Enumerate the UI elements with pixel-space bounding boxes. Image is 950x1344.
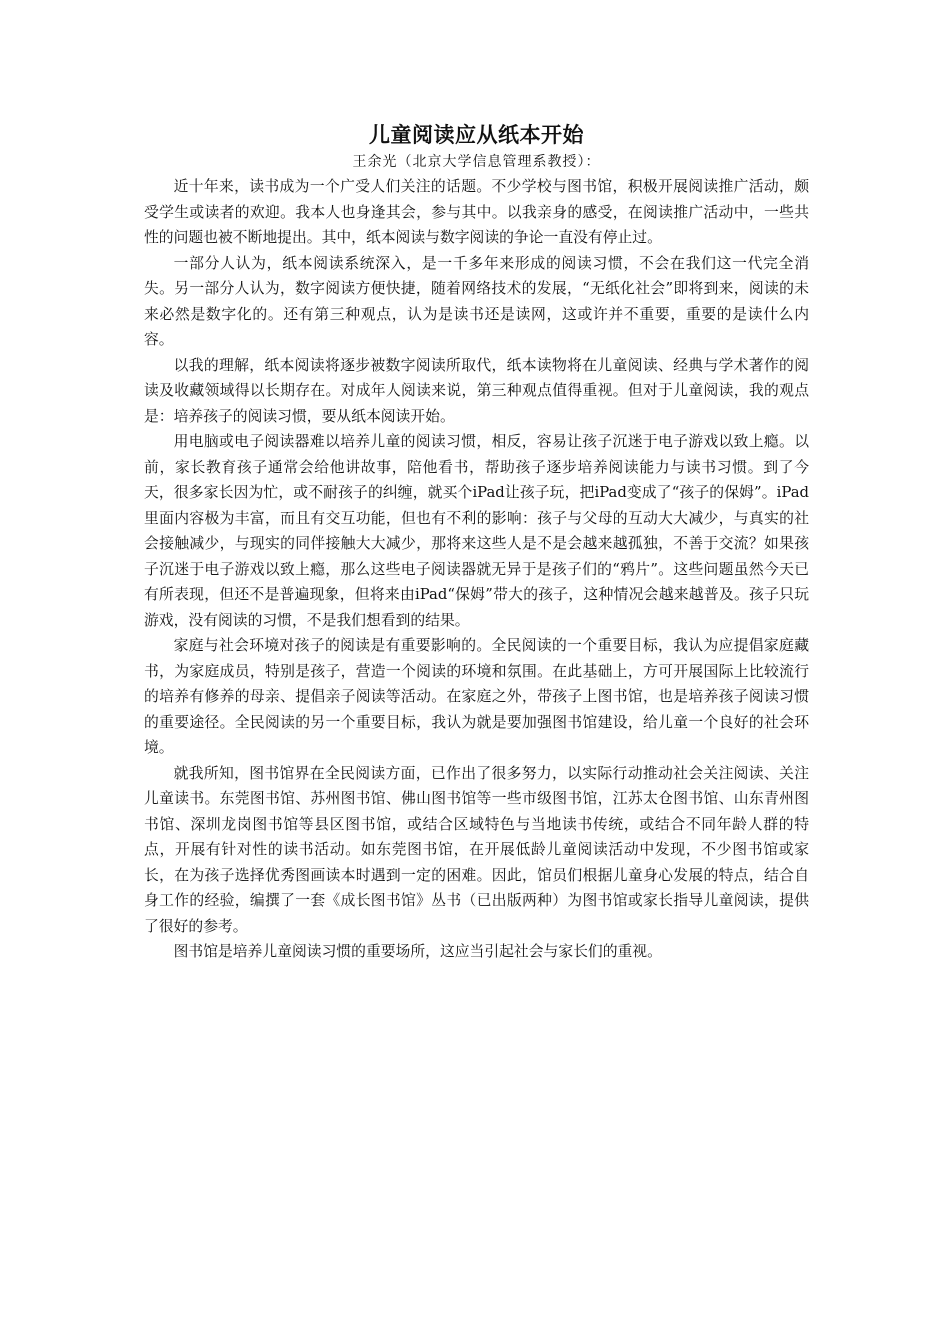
paragraph-3: 以我的理解，纸本阅读将逐步被数字阅读所取代，纸本读物将在儿童阅读、经典与学术著作的阅读及收藏领域得以长期存在。对成年人阅读来说，第三种观点值得重视。但对于儿童阅读，我的观点是：培养孩子的阅读习惯，要从纸本阅读开始。 <box>144 356 809 425</box>
paragraph-1: 近十年来，读书成为一个广受人们关注的话题。不少学校与图书馆，积极开展阅读推广活动，颇受学生或读者的欢迎。我本人也身逢其会，参与其中。以我亲身的感受，在阅读推广活动中，一些共性的问题也被不断地提出。其中，纸本阅读与数字阅读的争论一直没有停止过。 <box>144 178 809 246</box>
paragraph-5: 家庭与社会环境对孩子的阅读是有重要影响的。全民阅读的一个重要目标，我认为应提倡家庭藏书，为家庭成员，特别是孩子，营造一个阅读的环境和氛围。在此基础上，方可开展国际上比较流行的培养有修养的母亲、提倡亲子阅读等活动。在家庭之外，带孩子上图书馆，也是培养孩子阅读习惯的重要途径。全民阅读的另一个重要目标，我认为就是要加强图书馆建设，给儿童一个良好的社会环境。 <box>144 637 809 756</box>
paragraph-7: 图书馆是培养儿童阅读习惯的重要场所，这应当引起社会与家长们的重视。 <box>173 943 662 960</box>
author-byline: 王余光（北京大学信息管理系教授）： <box>352 154 601 170</box>
paragraph-2: 一部分人认为，纸本阅读系统深入，是一千多年来形成的阅读习惯，不会在我们这一代完全消失。另一部分人认为，数字阅读方便快捷，随着网络技术的发展，“无纸化社会”即将到来，阅读的未来必然是数字化的。还有第三种观点，认为是读书还是读网，这或许并不重要，重要的是读什么内容。 <box>144 254 809 348</box>
article-title: 儿童阅读应从纸本开始 <box>369 123 584 147</box>
paragraph-4: 用电脑或电子阅读器难以培养儿童的阅读习惯，相反，容易让孩子沉迷于电子游戏以致上瘾。以前，家长教育孩子通常会给他讲故事，陪他看书，帮助孩子逐步培养阅读能力与读书习惯。到了今天，很多家长因为忙，或不耐孩子的纠缠，就买个iPad让孩子玩，把iPad变成了“孩子的保姆”。iPad里面内容极为丰富，而且有交互功能，但也有不利的影响：孩子与父母的互动大大减少，与真实的社会接触减少，与现实的同伴接触大大减少，那将来这些人是不是会越来越孤独，不善于交流？如果孩子沉迷于电子游戏以致上瘾，那么这些电子阅读器就无异于是孩子们的“鸦片”。这些问题虽然今天已有所表现，但还不是普遍现象，但将来由iPad“保姆”带大的孩子，这种情况会越来越普及。孩子只玩游戏，没有阅读的习惯，不是我们想看到的结果。 <box>144 433 809 629</box>
paragraph-6: 就我所知，图书馆界在全民阅读方面，已作出了很多努力，以实际行动推动社会关注阅读、关注儿童读书。东莞图书馆、苏州图书馆、佛山图书馆等一些市级图书馆，江苏太仓图书馆、山东青州图书馆、深圳龙岗图书馆等县区图书馆，或结合区域特色与当地读书传统，或结合不同年龄人群的特点，开展有针对性的读书活动。如东莞图书馆，在开展低龄儿童阅读活动中发现，不少图书馆或家长，在为孩子选择优秀图画读本时遇到一定的困难。因此，馆员们根据儿童身心发展的特点，结合自身工作的经验，编撰了一套《成长图书馆》丛书（已出版两种）为图书馆或家长指导儿童阅读，提供了很好的参考。 <box>144 764 809 935</box>
article <box>144 118 809 965</box>
